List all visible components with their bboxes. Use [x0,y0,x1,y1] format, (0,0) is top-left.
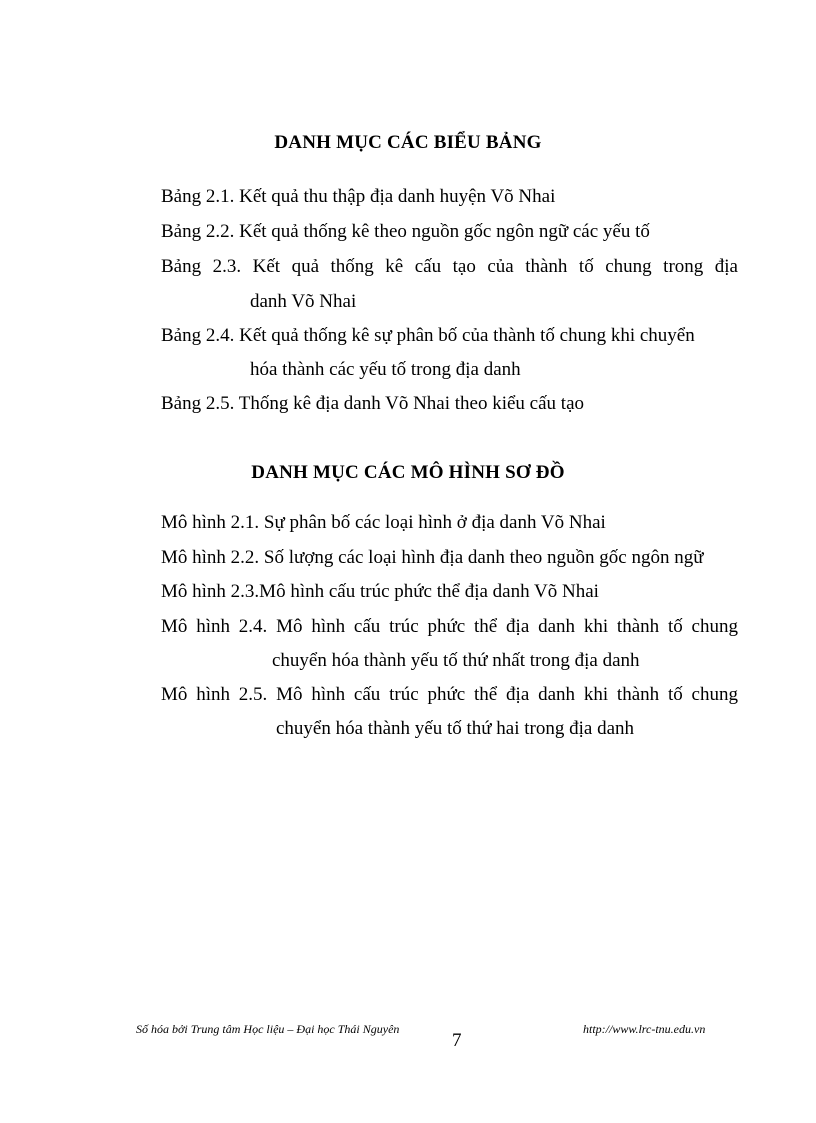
footer-url: http://www.lrc-tnu.edu.vn [583,1022,706,1036]
tables-heading: DANH MỤC CÁC BIỂU BẢNG [274,132,542,153]
table-entry-2-5: Bảng 2.5. Thống kê địa danh Võ Nhai theo kiểu cấu tạo [161,393,585,414]
footer-credit: Số hóa bởi Trung tâm Học liệu – Đại học Thái Nguyên [136,1022,400,1036]
model-entry-2-4-continuation: chuyển hóa thành yếu tố thứ nhất trong địa danh [272,650,640,671]
model-entry-2-1: Mô hình 2.1. Sự phân bố các loại hình ở địa danh Võ Nhai [161,512,606,533]
model-entry-2-5-continuation: chuyển hóa thành yếu tố thứ hai trong địa danh [276,718,635,739]
table-entry-2-3: Bảng 2.3. Kết quả thống kê cấu tạo của thành tố chung trong địa [161,256,738,277]
model-entry-2-5: Mô hình 2.5. Mô hình cấu trúc phức thể địa danh khi thành tố chung [161,684,738,705]
table-entry-2-4: Bảng 2.4. Kết quả thống kê sự phân bố của thành tố chung khi chuyển [161,325,695,346]
table-entry-2-1: Bảng 2.1. Kết quả thu thập địa danh huyện Võ Nhai [161,186,556,207]
table-entry-2-3-continuation: danh Võ Nhai [250,291,357,312]
page-number: 7 [452,1030,462,1051]
model-entry-2-4: Mô hình 2.4. Mô hình cấu trúc phức thể địa danh khi thành tố chung [161,616,738,637]
model-entry-2-3: Mô hình 2.3.Mô hình cấu trúc phức thể địa danh Võ Nhai [161,581,599,602]
table-entry-2-2: Bảng 2.2. Kết quả thống kê theo nguồn gốc ngôn ngữ các yếu tố [161,221,650,242]
table-entry-2-4-continuation: hóa thành các yếu tố trong địa danh [250,359,521,380]
model-entry-2-2: Mô hình 2.2. Số lượng các loại hình địa danh theo nguồn gốc ngôn ngữ [161,547,704,568]
models-heading: DANH MỤC CÁC MÔ HÌNH SƠ ĐỒ [251,462,565,483]
